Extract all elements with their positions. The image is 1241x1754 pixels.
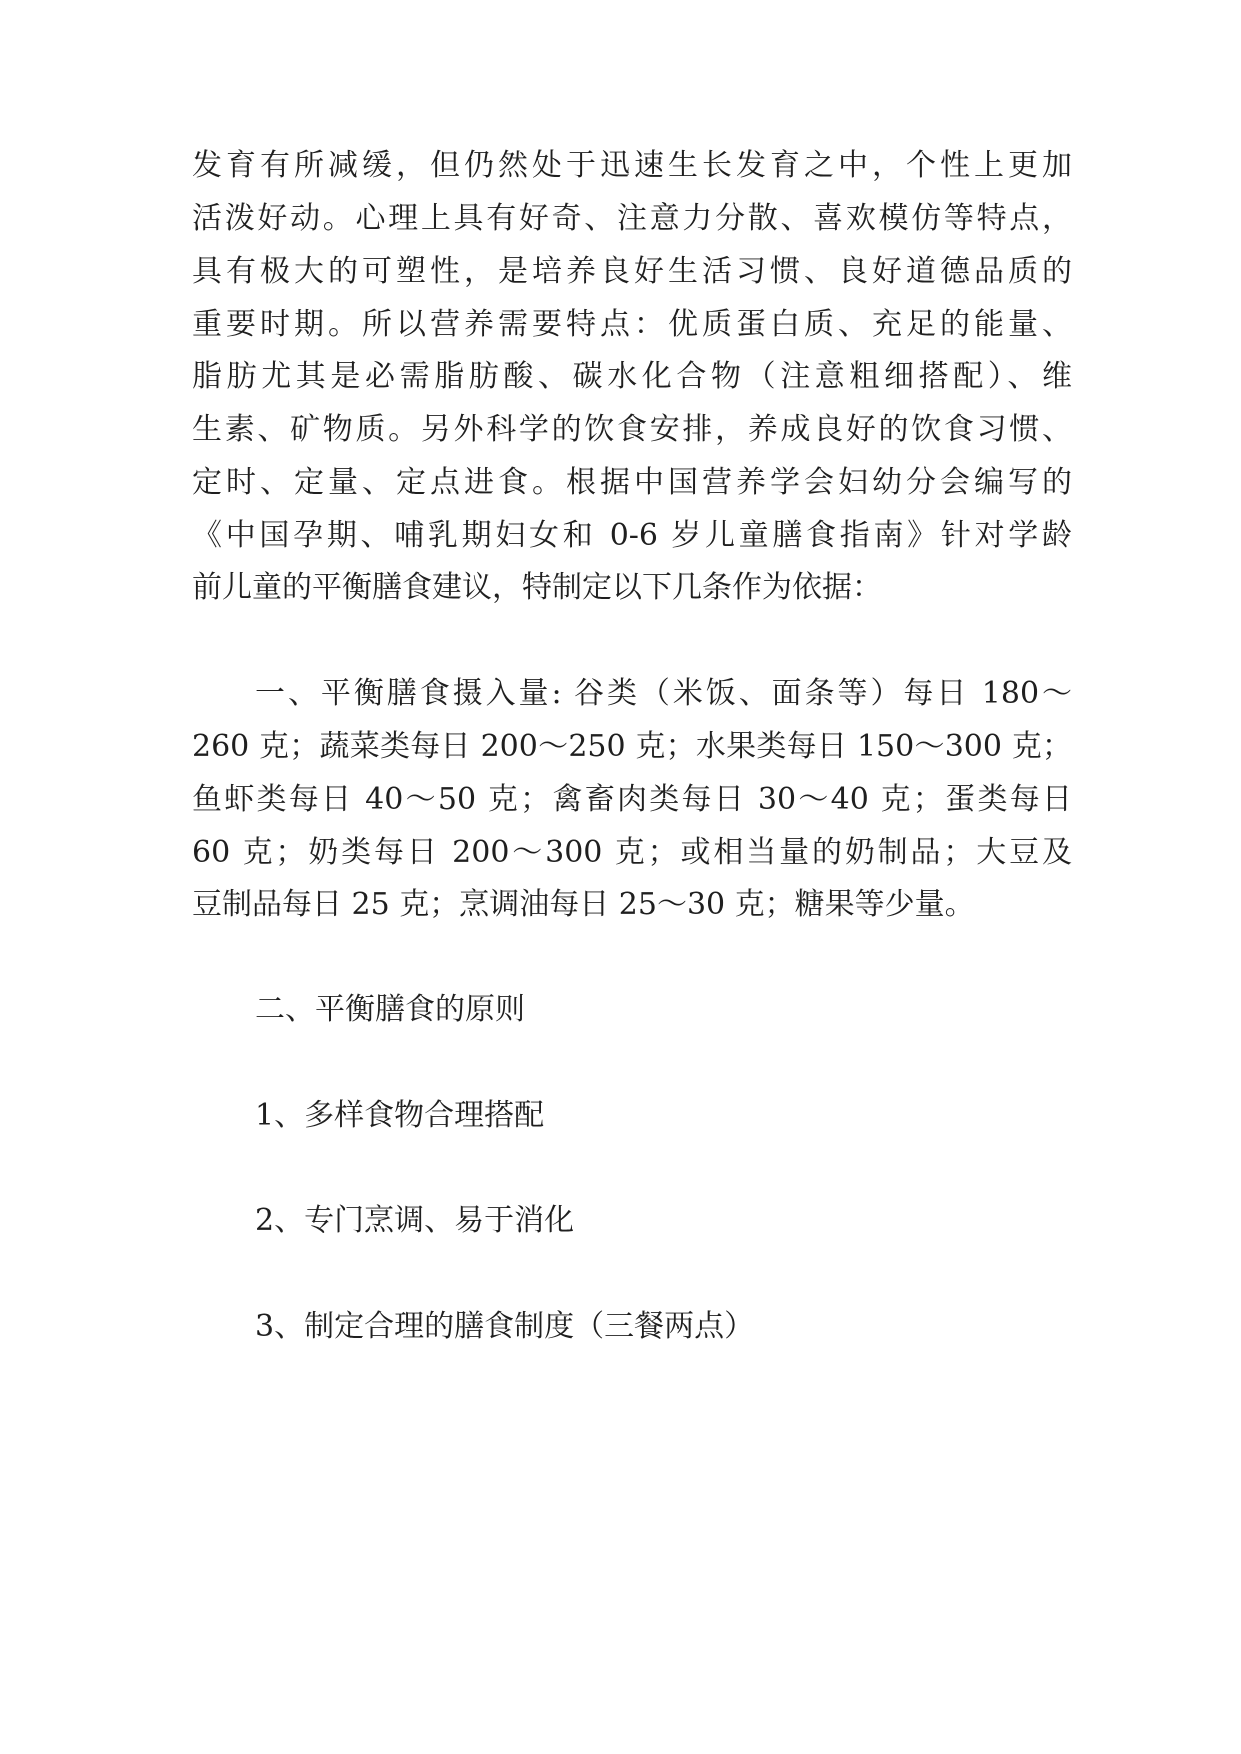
list-item: 3、制定合理的膳食制度（三餐两点） bbox=[255, 1309, 755, 1344]
paragraph-line: 60 克；奶类每日 200～300 克；或相当量的奶制品；大豆及 bbox=[192, 835, 1072, 870]
paragraph-line: 一、平衡膳食摄入量: 谷类（米饭、面条等）每日 180～ bbox=[255, 676, 1072, 711]
paragraph-line: 《中国孕期、哺乳期妇女和 0-6 岁儿童膳食指南》针对学龄 bbox=[192, 518, 1072, 553]
paragraph-line: 定时、定量、定点进食。根据中国营养学会妇幼分会编写的 bbox=[192, 465, 1072, 500]
paragraph-line: 具有极大的可塑性，是培养良好生活习惯、良好道德品质的 bbox=[192, 254, 1072, 289]
paragraph-line: 鱼虾类每日 40～50 克；禽畜肉类每日 30～40 克；蛋类每日 bbox=[192, 782, 1072, 817]
paragraph-line: 活泼好动。心理上具有好奇、注意力分散、喜欢模仿等特点， bbox=[192, 201, 1072, 236]
paragraph-line: 前儿童的平衡膳食建议，特制定以下几条作为依据： bbox=[192, 570, 882, 605]
paragraph-line: 260 克；蔬菜类每日 200～250 克；水果类每日 150～300 克； bbox=[192, 729, 1072, 764]
section-heading: 二、平衡膳食的原则 bbox=[255, 992, 525, 1027]
paragraph-line: 脂肪尤其是必需脂肪酸、碳水化合物（注意粗细搭配）、维 bbox=[192, 359, 1072, 394]
paragraph-line: 生素、矿物质。另外科学的饮食安排，养成良好的饮食习惯、 bbox=[192, 412, 1072, 447]
list-item: 2、专门烹调、易于消化 bbox=[255, 1203, 575, 1238]
paragraph-line: 豆制品每日 25 克；烹调油每日 25～30 克；糖果等少量。 bbox=[192, 887, 975, 922]
list-item: 1、多样食物合理搭配 bbox=[255, 1098, 545, 1133]
paragraph-line: 发育有所减缓，但仍然处于迅速生长发育之中，个性上更加 bbox=[192, 148, 1072, 183]
paragraph-line: 重要时期。所以营养需要特点：优质蛋白质、充足的能量、 bbox=[192, 307, 1072, 342]
